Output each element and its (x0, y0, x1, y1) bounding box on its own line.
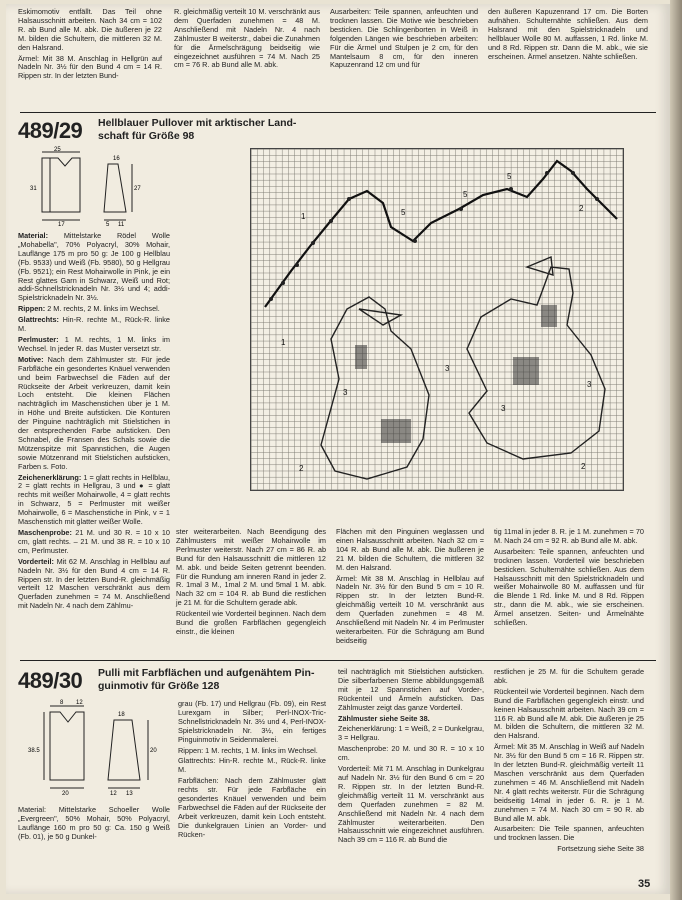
instruction-para: Ärmel: Mit 38 M. Anschlag in Hellblau auf Nadeln Nr. 3½ für den Bund 5 cm = 10 R. Rippen str. In der letzten Bund-R. gleichmäßig verteilt 10 M. verschränkt aus dem Querfaden zunehmen = 48 M. Anschließend mit Nadeln Nr. 4 im Perlmuster weiterarbeiten. Für die Schrägung am Bund beidseitig (336, 573, 484, 645)
para-lead: Maschenprobe: (18, 528, 72, 537)
top-col4-para: den äußeren Kapuzenrand 17 cm. Die Borten aufnähen. Schulternähte schließen. Aus dem Halsrand mit den Spielstricknadeln und hellblauer Wolle 80 M. auffassen, 1 Rd. linke M. und 8 Rd. Rippen str. Dann die M. abk., wie sie erscheinen. Ärmel ansetzen. Nähte schließen. (488, 7, 648, 61)
page-spine (670, 0, 682, 900)
schematic-label: 13 (126, 791, 133, 796)
svg-text:1: 1 (301, 212, 306, 221)
instruction-para (18, 356, 170, 472)
instruction-para: Farbflächen: Nach dem Zählmuster glatt rechts str. Für jede Farbfläche ein gesondertes Knäuel verwenden und beim Farbwechsel die Fäden auf der Rückseite der Arbeit verkreuzen, damit kein Loch entsteht. Die dunkelgrauen Linien an Vorder- und Rücken- (178, 776, 326, 839)
instruction-para: restlichen je 25 M. für die Schultern gerade abk. (494, 667, 644, 685)
instruction-para: tig 11mal in jeder 8. R. je 1 M. zunehmen = 70 M. Nach 24 cm = 92 R. ab Bund alle M. abk. (494, 527, 644, 545)
section2-column-2 (178, 700, 326, 842)
para-text: 2 M. rechts, 2 M. links im Wechsel. (45, 304, 160, 314)
svg-text:5: 5 (463, 190, 468, 199)
instruction-para: grau (Fb. 17) und Hellgrau (Fb. 09), ein Rest Lurexgarn in Silber; Perl-INOX-Tric-Schnellstricknadeln Nr. 3½ und 4, Perl-INOX-Spielstricknadeln Nr. 3½, ein fertiges Pinguinmotiv in Seidenmalerei. (178, 699, 326, 744)
instruction-para: Ausarbeiten: Die Teile spannen, anfeuchten und trocknen lassen. Die (494, 824, 644, 843)
top-column-1 (18, 8, 162, 83)
instruction-para (18, 232, 170, 303)
para-text: Hin-R. rechte M., Rück-R. linke M. (18, 315, 170, 334)
schematic-label: 25 (54, 147, 61, 153)
continuation-note: Fortsetzung siehe Seite 38 (557, 844, 644, 854)
svg-text:2: 2 (581, 462, 586, 471)
schematic-label: 8 (60, 700, 64, 706)
magazine-page (6, 4, 670, 894)
top-column-4 (488, 8, 648, 63)
svg-text:2: 2 (579, 204, 584, 213)
section-title-line1: Pulli mit Farbflächen und aufgenähtem Pin- (98, 667, 315, 679)
instruction-para: teil nachträglich mit Stielstichen aufsticken. Die silberfarbenen Sterne abbildungsgemäß mit je 12 Spannstichen auf Vorder-, Rückenteil und Ärmeln aufsticken. Das Zählmuster zeigt das ganze Vorderteil. (338, 667, 484, 712)
instruction-para: ster weiterarbeiten. Nach Beendigung des Zählmusters mit weißer Mohairwolle im Perlmuster weiterstr. Nach 27 cm = 86 R. ab Bund für den Halsausschnitt die mittleren 12 M. abk. und beide Seiten getrennt beenden. Für die Rundung am inneren Rand in jeder 2. R. 1mal 3 M., 1mal 2 M. und 5mal 1 M. abk. Nach 32 cm = 104 R. ab Bund die restlichen je 21 M. für die Schultern gerade abk. (176, 527, 326, 608)
instruction-para: Ausarbeiten: Teile spannen, anfeuchten und trocknen lassen. Vorderteil wie beschrieben besticken. Schulternähte schließen. Aus dem Halsausschnitt mit den Spielstricknadeln und weißer Mohairwolle 80 M. auffassen und für die Blende 1 Rd. linke M. und 8 Rd. Rippen str., dann die M. abk., wie sie erscheinen. Ärmel ansetzen. Seiten- und Ärmelnähte schließen. (494, 546, 644, 628)
para-lead: Glattrechts: (18, 315, 59, 325)
top-column-3 (330, 8, 478, 72)
knitting-chart (250, 148, 624, 491)
para-text: 1 M. rechts, 1 M. links im Wechsel. In jeder R. das Muster versetzt str. (18, 334, 170, 353)
svg-text:3: 3 (445, 364, 450, 373)
section-title-line1: Hellblauer Pullover mit arktischer Land- (98, 117, 297, 129)
para-text: 21 M. und 30 R. = 10 x 10 cm, glatt rechts. – 21 M. und 38 R. = 10 x 10 cm, Perlmuster. (18, 528, 170, 555)
schematic-label: 20 (62, 791, 69, 796)
svg-text:5: 5 (401, 208, 406, 217)
svg-text:1: 1 (281, 338, 286, 347)
instruction-para (18, 316, 170, 334)
svg-text:5: 5 (507, 172, 512, 181)
para-text: 1 = glatt rechts in Hellblau, 2 = glatt rechts in Hellgrau, 3 und ● = glatt rechts mit weißer Mohairwolle, 4 = glatt rechts in Schwarz, 5 = Perlmuster mit weißer Mohairwolle, 6 = Maschenstiche in Pink, v = 1 Maschenstich mit glatter weißer Wolle. (18, 472, 170, 527)
pullover-schematic (20, 146, 170, 226)
para-text: Nach dem Zählmuster str. Für jede Farbfläche ein gesondertes Knäuel verwenden und beim Farbwechsel die Fäden auf der Rückseite der Arbeit verkreuzen, damit kein Loch entsteht. Die kleinen Flächen nachträglich im Maschenstichen über je 1 M. in Höhe und Breite aufsticken. Die Konturen der Pinguine nachträglich mit Stielstichen in der entsprechenden Farbe aufsticken. Den Schnabel, die Fransen des Schals sowie die Mützenspitze mit Spannstichen, die Augen sowie Mützenrand mit Stielstichen aufsticken, Farben s. Foto. (18, 354, 170, 471)
schematic-label: 16 (113, 156, 120, 162)
instruction-para: Rückenteil wie Vorderteil beginnen. Nach dem Bund die großen Farbflächen gegengleich einstr., die kleinen (176, 609, 326, 636)
section-title-line2: schaft für Größe 98 (98, 130, 195, 142)
schematic-label: 20 (150, 748, 157, 754)
instruction-para: Ärmel: Mit 35 M. Anschlag in Weiß auf Nadeln Nr. 3½ für den Bund 5 cm = 16 R. Rippen str. In der letzten Bund-R. gleichmäßig verteilt 11 Maschen verschränkt aus dem Querfaden zunehmen = 46 M. Anschließend mit Nadeln Nr. 4 glatt rechts weiterstr. Für die Schrägung beidseitig 14mal in jeder 6. R. je 1 M. zunehmen = 74 M. Nach 30 cm = 90 R. ab Bund alle M. abk. (494, 742, 644, 823)
svg-text:2: 2 (299, 464, 304, 473)
section1-column-4 (494, 528, 644, 630)
schematic-label: 11 (118, 222, 125, 226)
instruction-para: Zählmuster siehe Seite 38. (338, 713, 430, 723)
para-text: Mittelstarke Rödel Wolle „Mohabella", 70% Polyacryl, 30% Mohair, Lauflänge 175 m pro 50 g: Je 100 g Hellblau (Fb. 9533) und Weiß (Fb. 9580), 50 g Hellgrau (Fb. 9521); ein Rest Mohairwolle in Pink, je ein Rest glattes Garn in Schwarz, Weiß und Rot; addi-Schnellstricknadeln Nr. 3½ und 4; addi-Spielstricknadeln Nr. 3½. (18, 231, 170, 303)
schematic-label: 17 (58, 222, 65, 226)
instruction-para: Rückenteil wie Vorderteil beginnen. Nach dem Bund die Farbflächen gegengleich einstr. und keinen Halsausschnitt arbeiten. Nach 39 cm = 116 R. ab Bund alle M. abk. Die äußeren je 25 M. bilden die Schultern, die mittleren 32 M. den Halsrand. (494, 686, 644, 741)
top-column-2 (174, 8, 320, 72)
para-lead: Material: (18, 231, 49, 240)
instruction-para: Material: Mittelstarke Schoeller Wolle „Evergreen", 50% Mohair, 50% Polyacryl, Lauflänge 160 m pro 50 g: Ca. 150 g Weiß (Fb. 01), je 50 g Dunkel- (18, 805, 170, 841)
section2-column-3 (338, 668, 484, 847)
para-lead: Vorderteil: (18, 556, 54, 566)
schematic-label: 38.5 (28, 748, 40, 754)
section1-left-column (18, 232, 170, 613)
schematic-label: 5 (106, 222, 110, 226)
svg-text:3: 3 (587, 380, 592, 389)
top-col1-para: Eskimomotiv entfällt. Das Teil ohne Halsausschnitt arbeiten. Nach 34 cm = 102 R. ab Bund alle M. abk. Die äußeren je 22 M. bilden die Schultern, die mittleren 32 M. den Halsrand. (18, 7, 162, 52)
top-col1-para: Ärmel: Mit 38 M. Anschlag in Hellgrün auf Nadeln Nr. 3½ für den Bund 4 cm = 14 R. Rippen str. In der letzten Bund- (18, 53, 162, 81)
pulli-schematic (20, 698, 170, 796)
para-lead: Zeichenerklärung: (18, 472, 82, 482)
section-divider (20, 660, 656, 661)
instruction-para (18, 474, 170, 527)
instruction-para: Rippen: 1 M. rechts, 1 M. links im Wechsel. (178, 745, 318, 755)
para-lead: Rippen: (18, 304, 46, 314)
para-lead: Motive: (18, 354, 44, 364)
para-text: Mit 62 M. Anschlag in Hellblau auf Nadeln Nr. 3½ für den Bund 4 cm = 14 R. Rippen str. In der letzten Bund-R. gleichmäßig verteilt 12 Maschen verschränkt aus dem Querfaden zunehmen = 74 M. Anschließend mit Nadeln Nr. 4 nach dem Zählmu- (18, 556, 170, 611)
instruction-para (18, 529, 170, 556)
instruction-para (18, 305, 170, 314)
schematic-label: 12 (76, 700, 83, 706)
instruction-para: Glattrechts: Hin-R. rechte M., Rück-R. linke M. (178, 756, 326, 775)
para-lead: Perlmuster: (18, 334, 59, 344)
page-number: 35 (638, 878, 651, 890)
schematic-label: 31 (30, 186, 37, 192)
top-col2-para: R. gleichmäßig verteilt 10 M. verschränkt aus dem Querfaden zunehmen = 48 M. Anschließend mit Nadeln Nr. 4 nach Zählmuster B weiterstr., dabei die Zunahmen für die Ärmelschrägung beidseitig wie eingezeichnet ausführen = 74 M. Nach 25 cm = 76 R. ab Bund alle M. abk. (174, 7, 320, 70)
instruction-para (18, 558, 170, 611)
top-col3-para: Ausarbeiten: Teile spannen, anfeuchten und trocknen lassen. Die Motive wie beschrieben besticken. Die Schlingenborten in Weiß in folgenden Längen wie beschrieben arbeiten: Für die Ärmel und Stulpen je 2 cm, für den Mantelsaum 8 cm, für den inneren Kapuzenrand 12 cm und für (330, 7, 478, 70)
svg-text:3: 3 (501, 404, 506, 413)
instruction-para (18, 336, 170, 354)
section-divider (20, 112, 656, 113)
section2-column-4 (494, 668, 644, 856)
schematic-label: 12 (110, 791, 117, 796)
instruction-para: Maschenprobe: 20 M. und 30 R. = 10 x 10 cm. (338, 744, 484, 763)
section1-column-3 (336, 528, 484, 648)
instruction-para: Zeichenerklärung: 1 = Weiß, 2 = Dunkelgrau, 3 = Hellgrau. (338, 724, 484, 743)
svg-text:3: 3 (343, 388, 348, 397)
schematic-label: 27 (134, 186, 141, 192)
section-number: 489/29 (18, 118, 83, 143)
instruction-para: Vorderteil: Mit 71 M. Anschlag in Dunkelgrau auf Nadeln Nr. 3½ für den Bund 6 cm = 20 R. Rippen str. In der letzten Bund-R. gleichmäßig verteilt 11 M. verschränkt aus dem Querfaden zunehmen = 82 M. Anschließend mit Nadeln Nr. 4 nach dem Zählmuster weiterarbeiten. Den Halsausschnitt wie eingezeichnet ausführen. Nach 39 cm = 116 R. ab Bund die (338, 764, 484, 845)
section-number: 489/30 (18, 668, 83, 693)
section-title-line2: guinmotiv für Größe 128 (98, 680, 220, 692)
section1-column-2 (176, 528, 326, 639)
instruction-para: Flächen mit den Pinguinen weglassen und einen Halsausschnitt arbeiten. Nach 32 cm = 104 R. ab Bund alle M. abk. Die äußeren je 21 M. bilden die Schultern, die mittleren 32 M. den Halsrand. (336, 527, 484, 572)
chart-motif (251, 149, 623, 490)
schematic-label: 18 (118, 712, 125, 718)
section2-column-1 (18, 806, 170, 844)
